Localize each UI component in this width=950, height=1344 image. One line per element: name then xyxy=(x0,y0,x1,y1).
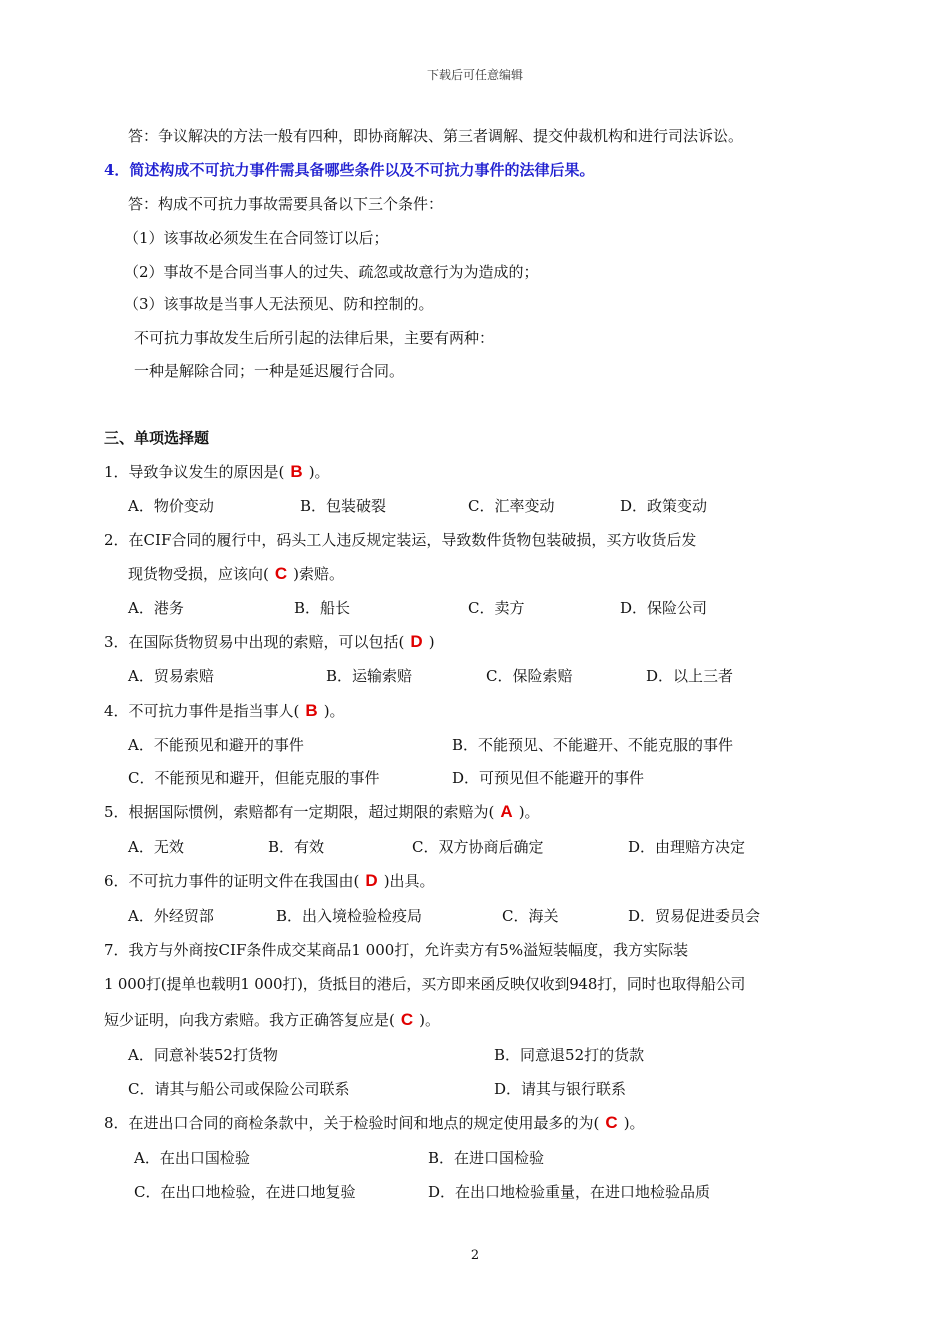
section-title: 三、单项选择题 xyxy=(104,429,210,447)
question-3: 3．在国际货物贸易中出现的索赔，可以包括( D ) xyxy=(104,632,435,651)
q4-option-c: C．不能预见和避开，但能克服的事件 xyxy=(128,769,380,787)
page-header: 下载后可任意编辑 xyxy=(426,68,523,82)
question-2-line2: 现货物受损，应该向( C )索赔。 xyxy=(128,564,344,583)
question-7-line1: 7．我方与外商按CIF条件成交某商品1 000打，允许卖方有5%溢短装幅度，我方实际装 xyxy=(104,941,689,959)
answer-7: C xyxy=(400,1010,414,1029)
q4-option-b: B．不能预见、不能避开、不能克服的事件 xyxy=(452,736,734,754)
q4-answer-intro: 答：构成不可抗力事故需要具备以下三个条件： xyxy=(128,195,444,213)
q3-option-d: D．以上三者 xyxy=(646,667,734,685)
q2-option-a: A．港务 xyxy=(128,599,184,617)
q6-option-d: D．贸易促进委员会 xyxy=(628,907,761,925)
q4-condition-1: （1）该事故必须发生在合同签订以后； xyxy=(124,229,389,247)
q5-option-a: A．无效 xyxy=(128,838,184,856)
answer-1: B xyxy=(290,462,303,481)
q6-option-b: B．出入境检验检疫局 xyxy=(276,907,423,925)
q1-option-c: C．汇率变动 xyxy=(468,497,555,515)
answer-2: C xyxy=(274,564,288,583)
q3-option-b: B．运输索赔 xyxy=(326,667,413,685)
answer-6: D xyxy=(365,871,378,890)
q8-option-c: C．在出口地检验，在进口地复验 xyxy=(134,1183,356,1201)
q5-option-b: B．有效 xyxy=(268,838,325,856)
q2-option-d: D．保险公司 xyxy=(620,599,708,617)
question-7-line2: 1 000打(提单也载明1 000打)，货抵目的港后，买方即来函反映仅收到948打，同时也取得船公司 xyxy=(104,975,746,993)
q8-option-b: B．在进口国检验 xyxy=(428,1149,545,1167)
q5-option-d: D．由理赔方决定 xyxy=(628,838,746,856)
q8-option-d: D．在出口地检验重量，在进口地检验品质 xyxy=(428,1183,711,1201)
q4-condition-2: （2）事故不是合同当事人的过失、疏忽或故意行为为造成的； xyxy=(124,263,539,281)
q1-option-a: A．物价变动 xyxy=(128,497,214,515)
question-1: 1．导致争议发生的原因是( B )。 xyxy=(104,462,330,481)
answer-8: C xyxy=(605,1113,618,1132)
q1-option-b: B．包装破裂 xyxy=(300,497,387,515)
q4-option-a: A．不能预见和避开的事件 xyxy=(128,736,304,754)
question-6: 6．不可抗力事件的证明文件在我国由( D )出具。 xyxy=(104,871,435,890)
q1-option-d: D．政策变动 xyxy=(620,497,708,515)
q2-option-c: C．卖方 xyxy=(468,599,525,617)
question-2-line1: 2．在CIF合同的履行中，码头工人违反规定装运，导致数件货物包装破损，买方收货后发 xyxy=(104,531,697,549)
q7-option-a: A．同意补装52打货物 xyxy=(128,1046,278,1064)
q4-consequence: 一种是解除合同；一种是延迟履行合同。 xyxy=(134,362,405,380)
q4-condition-3: （3）该事故是当事人无法预见、防和控制的。 xyxy=(124,295,434,313)
q5-option-c: C．双方协商后确定 xyxy=(412,838,544,856)
q8-option-a: A．在出口国检验 xyxy=(134,1149,250,1167)
answer-q3: 答：争议解决的方法一般有四种，即协商解决、第三者调解、提交仲裁机构和进行司法诉讼。 xyxy=(128,127,744,145)
q3-option-a: A．贸易索赔 xyxy=(128,667,214,685)
question-8: 8．在进出口合同的商检条款中，关于检验时间和地点的规定使用最多的为( C )。 xyxy=(104,1113,645,1132)
question-7-line3: 短少证明，向我方索赔。我方正确答复应是( C )。 xyxy=(104,1010,440,1029)
question-5: 5．根据国际惯例，索赔都有一定期限，超过期限的索赔为( A )。 xyxy=(104,802,540,821)
q3-option-c: C．保险索赔 xyxy=(486,667,573,685)
q4-option-d: D．可预见但不能避开的事件 xyxy=(452,769,645,787)
q4-consequence-intro: 不可抗力事故发生后所引起的法律后果，主要有两种： xyxy=(134,329,495,347)
question-4: 4．不可抗力事件是指当事人( B )。 xyxy=(104,701,345,720)
q7-option-b: B．同意退52打的货款 xyxy=(494,1046,645,1064)
question-4-title: 4．简述构成不可抗力事件需具备哪些条件以及不可抗力事件的法律后果。 xyxy=(104,161,595,179)
page-number: 2 xyxy=(470,1248,480,1263)
q6-option-a: A．外经贸部 xyxy=(128,907,214,925)
q2-option-b: B．船长 xyxy=(294,599,351,617)
answer-5: A xyxy=(500,802,513,821)
answer-4: B xyxy=(305,701,318,720)
q7-option-c: C．请其与船公司或保险公司联系 xyxy=(128,1080,350,1098)
q6-option-c: C．海关 xyxy=(502,907,559,925)
answer-3: D xyxy=(410,632,423,651)
q7-option-d: D．请其与银行联系 xyxy=(494,1080,627,1098)
